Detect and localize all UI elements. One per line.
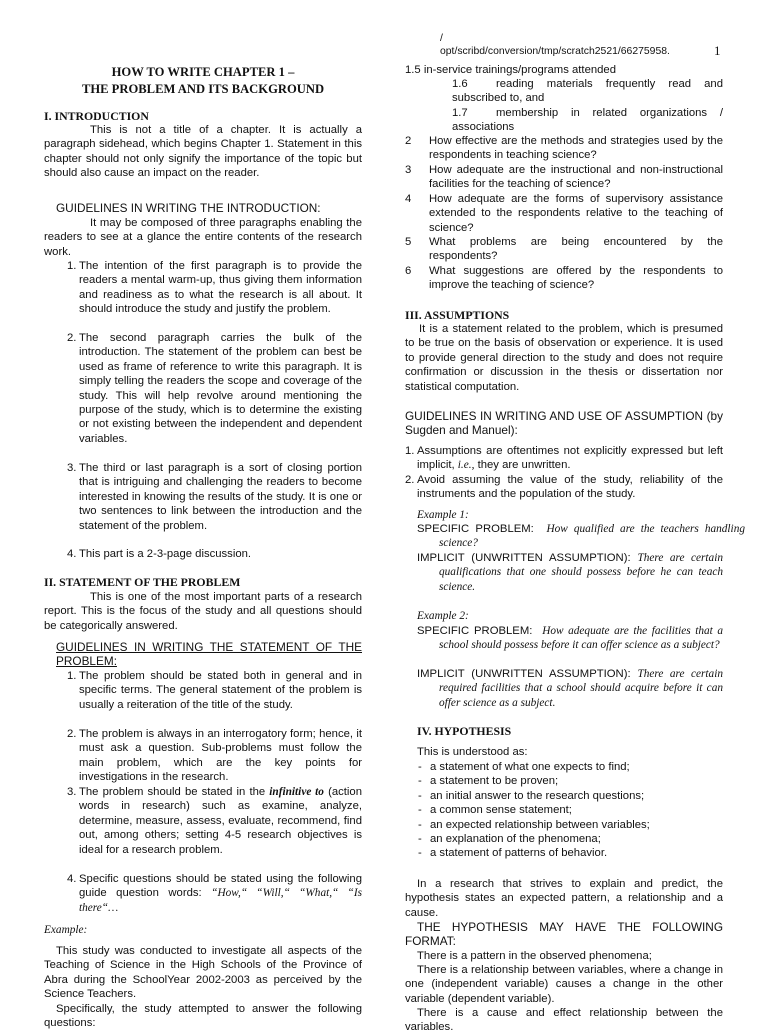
doc-title-line2: THE PROBLEM AND ITS BACKGROUND <box>81 82 325 96</box>
list-item: 4 How adequate are the forms of supervisory assistance extended to the respondents relative to the teaching of science? <box>405 193 723 234</box>
page-number: 1 <box>714 43 721 58</box>
list-item: 3. The third or last paragraph is a sort of closing portion that is intriguing and challenging the readers to become interested in knowing the results of the study. It is one or two sentences to link between the introduction and the statement of the problem. <box>67 462 362 532</box>
statement-heading: II. STATEMENT OF THE PROBLEM <box>44 575 241 589</box>
statement-guidelines-list <box>67 669 362 915</box>
list-item: - an explanation of the phenomena; <box>418 833 601 846</box>
intro-guidelines-list <box>67 259 362 561</box>
list-item: 5 What problems are being encountered by the respondents? <box>405 236 723 263</box>
assumptions-guidelines-list <box>405 444 723 502</box>
list-item: 3 How adequate are the instructional and non-instructional facilities for the teaching of science? <box>405 164 723 191</box>
list-item: 2. The second paragraph carries the bulk of the introduction. The statement of the problem can best be used as frame of reference to write this paragraph. It is simply telling the readers the scope and coverage of the study. This will help revolve around mentioning the purpose of the study, which is to determine the existing or not existing between the independent and dependent variables. <box>67 332 362 445</box>
example-1-problem: SPECIFIC PROBLEM: How qualified are the teachers handling science? <box>417 523 745 550</box>
list-item: - an initial answer to the research questions; <box>418 789 645 802</box>
intro-paragraph: This is not a title of a chapter. It is actually a paragraph sidehead, which begins Chapter 1. Statement in this chapter should not only signify the importance of the topic but should also cause an impact on the reader. <box>44 124 362 180</box>
assumptions-guidelines-heading: GUIDELINES IN WRITING AND USE OF ASSUMPTION (by Sugden and Manuel): <box>405 409 723 438</box>
doc-title-line1: HOW TO WRITE CHAPTER 1 – <box>111 65 295 79</box>
file-path <box>440 32 670 58</box>
list-num-1-7: 1.7 <box>452 107 468 119</box>
list-item-1-6: reading materials frequently read and subscribed to, and <box>452 78 723 105</box>
list-item: 1. The intention of the first paragraph is to provide the readers a mental warm-up, thus giving them information and readiness as to what the research is all about. It should introduce the study and justify the problem. <box>67 260 362 316</box>
list-item: - a common sense statement; <box>418 804 572 817</box>
list-item-1-7: membership in related organizations / associations <box>452 107 723 134</box>
hypothesis-format-2: There is a relationship between variables, where a change in one (independent variable) causes a change in the other variable (dependent variable). <box>405 964 723 1005</box>
example-2-problem: SPECIFIC PROBLEM: How adequate are the facilities that a school should possess before it can offer science as a subject? <box>417 625 724 652</box>
intro-guidelines-paragraph: It may be composed of three paragraphs enabling the readers to see at a glance the entire contents of the research work. <box>44 217 362 258</box>
question-list <box>405 134 723 293</box>
intro-guidelines-heading: GUIDELINES IN WRITING THE INTRODUCTION: <box>56 201 321 215</box>
list-item: 1. The problem should be stated both in general and in specific terms. The general statement of the problem is usually a reiteration of the title of the study. <box>67 670 362 711</box>
path-slash: / <box>440 33 443 44</box>
example-2-label: Example 2: <box>417 610 469 622</box>
path-text: opt/scribd/conversion/tmp/scratch2521/66275958. <box>440 46 670 57</box>
list-item: 4. Specific questions should be stated using the following guide question words: “How,“ “Will,“ “What,“ “Is there“… <box>67 873 362 914</box>
hypothesis-list <box>418 760 723 861</box>
list-num-1-6: 1.6 <box>452 78 468 90</box>
statement-paragraph: This is one of the most important parts of a research report. This is the focus of the study and all questions should be categorically answered. <box>44 591 362 632</box>
list-item: - a statement of what one expects to find; <box>418 761 630 773</box>
list-item: 1. Assumptions are oftentimes not explicitly expressed but left implicit, i.e., they are unwritten. <box>405 445 723 472</box>
hypothesis-format-3: There is a cause and effect relationship between the variables. <box>405 1007 723 1034</box>
intro-heading: I. INTRODUCTION <box>44 109 149 123</box>
list-item: 2 How effective are the methods and strategies used by the respondents in teaching science? <box>405 135 723 162</box>
example-label: Example: <box>44 924 88 936</box>
hypothesis-format-1: There is a pattern in the observed phenomena; <box>417 950 652 962</box>
list-item: 4. This part is a 2-3-page discussion. <box>67 548 252 560</box>
example-paragraph-2: Specifically, the study attempted to answer the following questions: <box>44 1003 362 1030</box>
list-item: 3. The problem should be stated in the infinitive to (action words in research) such as examine, analyze, determine, measure, assess, evaluate, recommend, find out, among others; setting 4-5 research objectives is ideal for a research problem. <box>67 786 362 856</box>
list-item: 2. The problem is always in an interrogatory form; hence, it must ask a question. Sub-problems must follow the main problem, which are the key points for investigations in the research. <box>67 728 362 784</box>
hypothesis-format-heading: THE HYPOTHESIS MAY HAVE THE FOLLOWING FORMAT: <box>405 920 723 949</box>
list-item: 6 What suggestions are offered by the respondents to improve the teaching of science? <box>405 265 723 292</box>
example-1-assumption: IMPLICIT (UNWRITTEN ASSUMPTION): There are certain qualifications that one should possess before he can teach science. <box>417 552 723 593</box>
example-paragraph-1: This study was conducted to investigate all aspects of the Teaching of Science in the High Schools of the Province of Abra during the SchoolYear 2002-2003 as perceived by the Science Teachers. <box>44 945 362 1001</box>
list-item: - a statement of patterns of behavior. <box>418 847 608 860</box>
example-2-assumption: IMPLICIT (UNWRITTEN ASSUMPTION): There are certain required facilities that a school should acquire before it can offer science as a subject. <box>417 668 723 709</box>
hypothesis-paragraph: In a research that strives to explain and predict, the hypothesis states an expected pattern, a relationship and a cause. <box>405 878 723 919</box>
list-item: - a statement to be proven; <box>418 775 559 788</box>
hypothesis-heading: IV. HYPOTHESIS <box>417 724 512 738</box>
list-item-1-5: 1.5 in-service trainings/programs attended <box>405 64 616 76</box>
list-item: - an expected relationship between variables; <box>418 818 650 831</box>
assumptions-paragraph: It is a statement related to the problem, which is presumed to be true on the basis of observation or experience. It is used to provide general direction to the study and does not require confirmation or discussion in the thesis or dissertation nor statistical computation. <box>405 323 723 393</box>
assumptions-heading: III. ASSUMPTIONS <box>405 308 510 322</box>
list-item: 2. Avoid assuming the value of the study, reliability of the instruments and the population of the study. <box>405 474 723 501</box>
statement-guidelines-heading: GUIDELINES IN WRITING THE STATEMENT OF THE PROBLEM: <box>56 640 362 669</box>
hypothesis-intro: This is understood as: <box>417 746 528 758</box>
example-1-label: Example 1: <box>417 509 469 521</box>
